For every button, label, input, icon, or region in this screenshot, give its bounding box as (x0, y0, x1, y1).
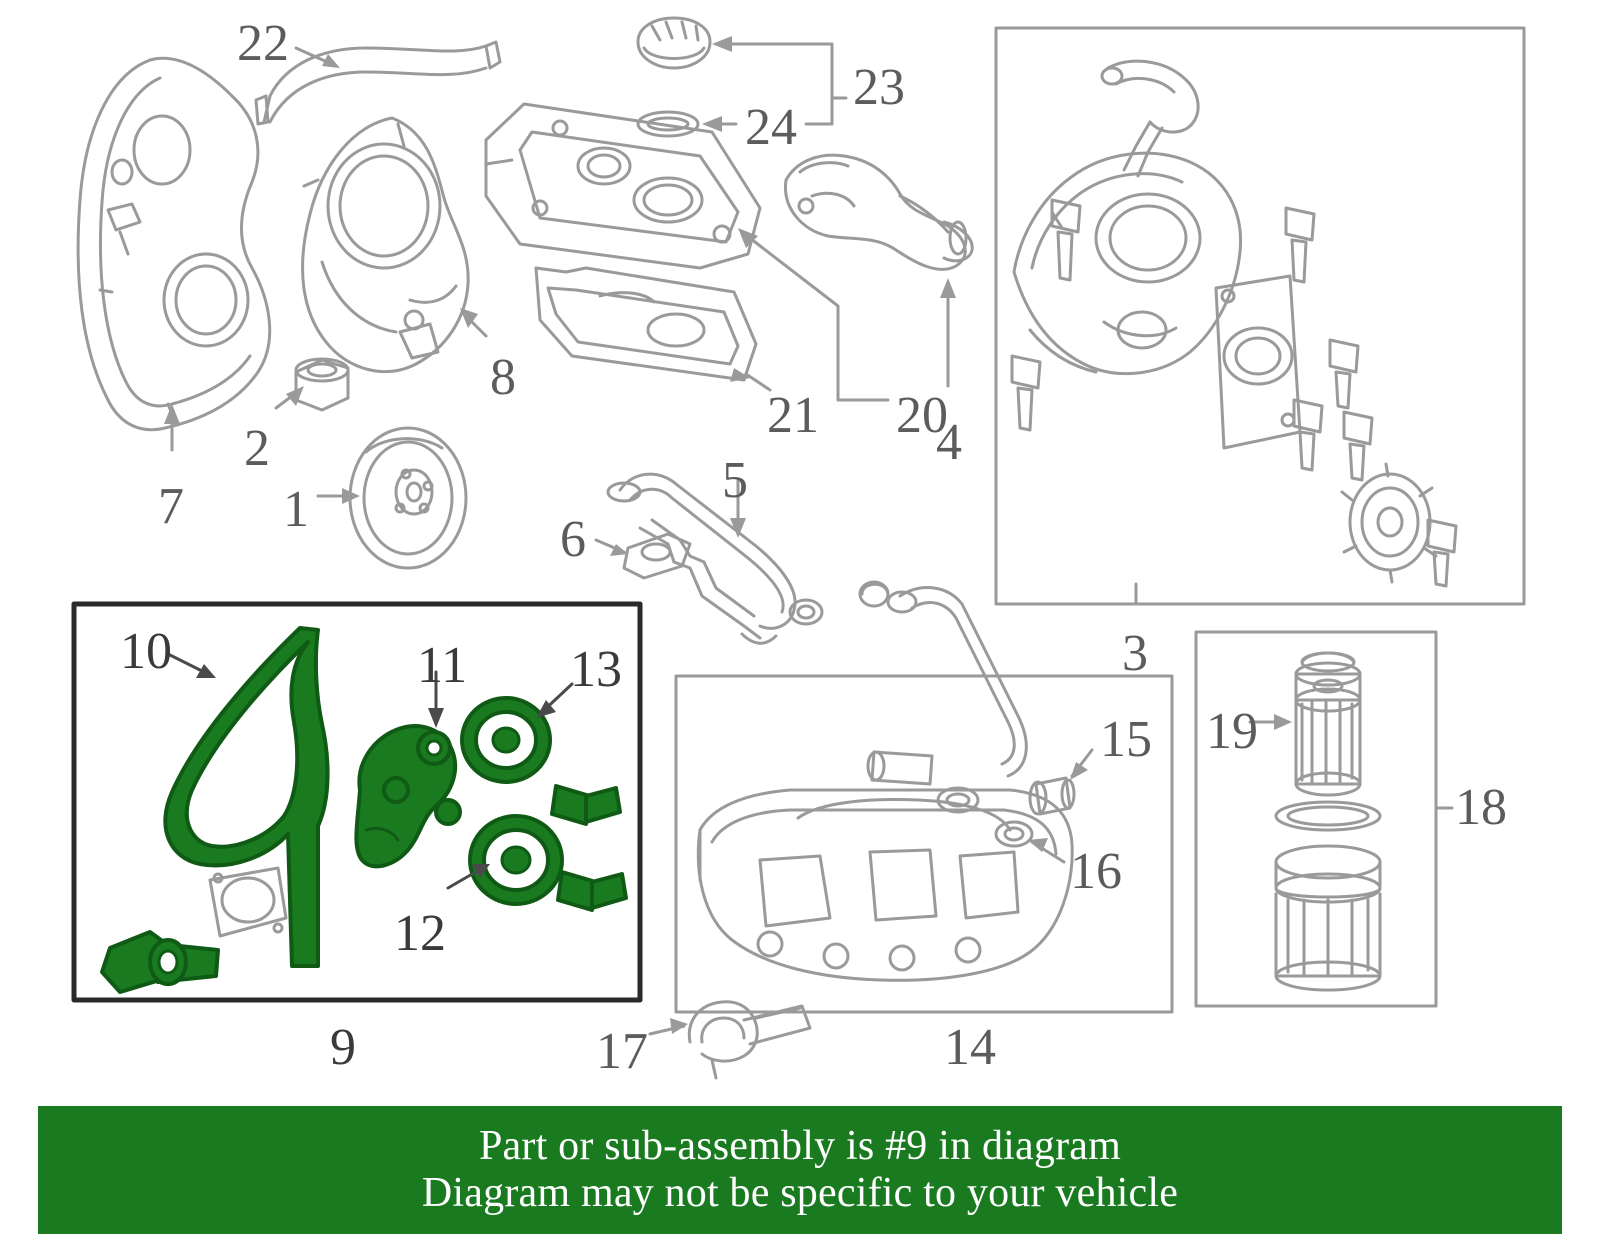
callout-23: 23 (853, 59, 905, 116)
part-11-tensioner-bracket (356, 726, 460, 866)
leader-10 (168, 654, 216, 678)
part-19-filter-element (1296, 653, 1360, 795)
part-18-filter-seals (1276, 802, 1380, 990)
part-8-timing-cover-inner (303, 118, 469, 372)
part-3-bolts (1012, 200, 1456, 586)
part-14-oil-pan (698, 790, 1072, 980)
part-7-timing-cover-outer (78, 58, 270, 429)
callout-15: 15 (1100, 711, 1152, 768)
callout-4: 4 (936, 414, 962, 471)
leader-13 (536, 684, 572, 718)
callout-16: 16 (1070, 843, 1122, 900)
leader-6 (596, 540, 628, 556)
leader-20 (738, 228, 888, 400)
callout-10: 10 (120, 623, 172, 680)
part-15-drain-plug (1030, 778, 1074, 814)
callout-20: 20 (896, 387, 948, 444)
part-10-timing-belt (165, 628, 327, 966)
part-2-crank-bolt (296, 359, 348, 410)
callout-9: 9 (330, 1019, 356, 1076)
callout-12: 12 (394, 905, 446, 962)
leader-1 (318, 488, 360, 504)
callout-24: 24 (745, 99, 797, 156)
part-14-oil-pan-box (676, 582, 1172, 1012)
callout-11: 11 (417, 637, 468, 694)
part-21-valve-cover-gasket (536, 268, 756, 380)
part-1-crankshaft-pulley (350, 428, 466, 568)
part-13-idler-pulley (462, 698, 550, 782)
callout-1: 1 (283, 481, 309, 538)
part-9-seal-ring (210, 868, 286, 936)
callout-18: 18 (1455, 779, 1507, 836)
leader-21 (730, 368, 770, 390)
callout-3: 3 (1122, 625, 1148, 682)
part-note-banner (38, 1106, 1562, 1234)
part-22-breather-hose (256, 42, 500, 124)
callout-19: 19 (1206, 703, 1258, 760)
callout-5: 5 (722, 452, 748, 509)
callout-21: 21 (767, 387, 819, 444)
callout-7: 7 (158, 478, 184, 535)
part-3-oil-pump-box (996, 28, 1524, 604)
part-3-sprocket (1342, 464, 1436, 582)
part-14-oil-pickup-tube (860, 582, 1026, 812)
part-6-oil-pipe-flange (624, 534, 690, 578)
leader-15 (1070, 750, 1092, 780)
leader-4 (940, 278, 956, 386)
part-18-oil-filter-box (1196, 632, 1436, 1006)
part-12-tensioner-pulley (470, 816, 562, 904)
banner-line-2: Diagram may not be specific to your vehicle (421, 1170, 1179, 1216)
callout-2: 2 (244, 420, 270, 477)
callout-13: 13 (570, 641, 622, 698)
leader-16 (1028, 838, 1064, 862)
leader-2 (276, 386, 304, 408)
leader-8 (460, 308, 486, 336)
callout-14: 14 (944, 1019, 996, 1076)
part-4-oil-filler-neck (785, 155, 972, 269)
part-3-gasket-plate (1216, 276, 1300, 448)
leader-17 (650, 1018, 688, 1034)
callout-17: 17 (596, 1023, 648, 1080)
banner-line-1: Part or sub-assembly is #9 in diagram (479, 1122, 1121, 1169)
callout-22: 22 (237, 15, 289, 72)
part-16-drain-washer (996, 822, 1032, 846)
leader-23 (712, 36, 846, 98)
callout-6: 6 (560, 511, 586, 568)
part-3-oil-pump (1014, 61, 1241, 373)
part-23-oil-filler-cap (638, 18, 710, 68)
callout-8: 8 (490, 349, 516, 406)
